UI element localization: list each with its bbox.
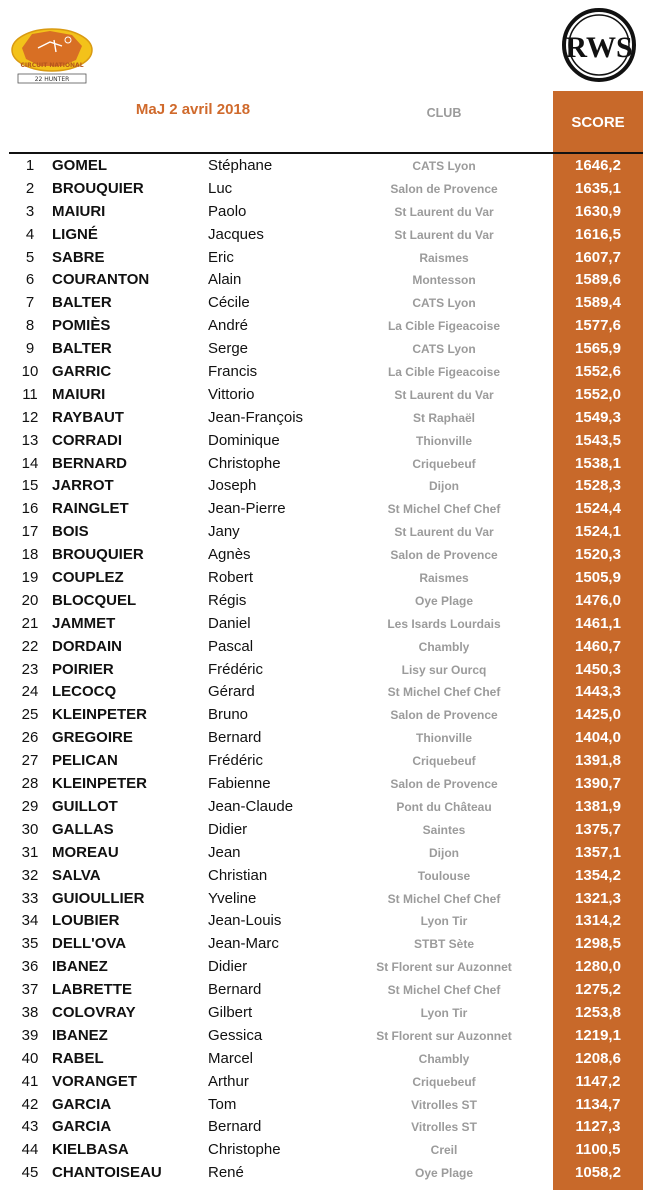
score-cell: 1543,5 [575, 431, 621, 449]
lastname-cell: BALTER [52, 340, 112, 358]
rank-cell: 1 [25, 157, 35, 174]
table-row [0, 979, 650, 1002]
lastname-cell: BALTER [52, 294, 112, 312]
rank-cell: 27 [21, 752, 39, 770]
club-cell: Raismes [419, 571, 469, 586]
rank-cell: 34 [21, 912, 39, 930]
club-cell: Vitrolles ST [411, 1097, 477, 1112]
score-cell: 1381,9 [575, 797, 621, 815]
club-cell: CATS Lyon [412, 159, 476, 173]
lastname-cell: COLOVRAY [52, 1003, 136, 1021]
firstname-cell: Robert [208, 569, 254, 587]
score-cell: 1100,5 [575, 1141, 621, 1159]
score-cell: 1607,7 [575, 248, 621, 266]
rank-cell: 19 [21, 569, 39, 587]
club-cell: St Michel Chef Chef [387, 891, 501, 906]
rank-cell: 4 [25, 225, 35, 243]
rank-cell: 24 [21, 683, 39, 701]
table-row [0, 910, 650, 933]
firstname-cell: Jean-Pierre [208, 500, 286, 518]
lastname-cell: RAYBAUT [52, 408, 124, 426]
table-row [0, 1071, 650, 1094]
club-cell: Dijon [429, 479, 459, 494]
firstname-cell: Bernard [208, 981, 262, 999]
lastname-cell: GARRIC [52, 363, 112, 381]
lastname-cell: GARCIA [52, 1095, 112, 1113]
score-cell: 1565,9 [575, 340, 621, 358]
rank-cell: 22 [21, 637, 39, 655]
rank-cell: 40 [21, 1049, 39, 1067]
firstname-cell: Gessica [208, 1026, 263, 1044]
table-row [0, 590, 650, 613]
firstname-cell: Agnès [208, 546, 251, 564]
club-cell: St Michel Chef Chef [387, 685, 501, 700]
ranking-table [0, 155, 650, 1185]
lastname-cell: IBANEZ [52, 1026, 108, 1044]
table-row [0, 1094, 650, 1117]
club-cell: Oye Plage [414, 593, 474, 608]
firstname-cell: Bernard [208, 729, 262, 747]
firstname-cell: Christian [208, 866, 268, 884]
lastname-cell: VORANGET [52, 1072, 138, 1090]
score-cell: 1375,7 [575, 820, 621, 838]
update-date: MaJ 2 avril 2018 [135, 101, 251, 118]
firstname-cell: Didier [208, 820, 248, 838]
club-cell: Criquebeuf [412, 754, 476, 769]
score-cell: 1147,2 [575, 1072, 621, 1090]
firstname-cell: Régis [208, 591, 247, 609]
firstname-cell: Jean [208, 843, 241, 861]
score-cell: 1208,6 [575, 1049, 621, 1067]
score-cell: 1298,5 [575, 935, 621, 953]
rank-cell: 31 [21, 843, 39, 861]
rank-cell: 42 [21, 1095, 39, 1113]
club-cell: Oye Plage [414, 1166, 474, 1181]
firstname-cell: Alain [208, 271, 242, 289]
rank-cell: 35 [21, 935, 39, 953]
club-cell: Salon de Provence [390, 708, 498, 723]
lastname-cell: GREGOIRE [52, 729, 133, 747]
firstname-cell: Gérard [208, 683, 255, 701]
rank-cell: 44 [21, 1141, 39, 1159]
score-cell: 1476,0 [575, 591, 621, 609]
lastname-cell: BROUQUIER [52, 546, 144, 564]
table-row [0, 361, 650, 384]
score-cell: 1443,3 [575, 683, 621, 701]
club-cell: Montesson [412, 273, 476, 288]
score-cell: 1134,7 [575, 1095, 621, 1113]
rank-cell: 15 [21, 477, 39, 495]
club-cell: Chambly [418, 639, 470, 654]
firstname-cell: Tom [208, 1095, 237, 1113]
lastname-cell: KLEINPETER [52, 706, 148, 724]
score-cell: 1404,0 [575, 729, 621, 747]
score-cell: 1528,3 [575, 477, 621, 495]
club-cell: St Florent sur Auzonnet [376, 960, 512, 975]
rank-cell: 5 [25, 248, 35, 266]
club-cell: Chambly [418, 1051, 470, 1066]
lastname-cell: SALVA [52, 866, 101, 884]
rank-cell: 17 [21, 523, 39, 541]
rank-cell: 9 [25, 340, 35, 358]
score-cell: 1461,1 [575, 614, 621, 632]
lastname-cell: BOIS [52, 523, 89, 541]
table-row [0, 773, 650, 796]
table-row [0, 201, 650, 224]
firstname-cell: Eric [208, 248, 234, 266]
firstname-cell: Jean-Louis [208, 912, 282, 930]
table-row [0, 224, 650, 247]
lastname-cell: GARCIA [52, 1118, 112, 1136]
table-row [0, 475, 650, 498]
lastname-cell: POIRIER [52, 660, 114, 678]
lastname-cell: COURANTON [52, 271, 150, 289]
firstname-cell: Stéphane [208, 157, 273, 174]
club-cell: Pont du Château [396, 799, 492, 814]
rank-cell: 13 [21, 431, 39, 449]
rank-cell: 8 [25, 317, 35, 335]
lastname-cell: GUILLOT [52, 797, 118, 815]
score-cell: 1275,2 [575, 981, 621, 999]
table-row [0, 269, 650, 292]
table-row [0, 178, 650, 201]
club-cell: Criquebeuf [412, 1074, 476, 1089]
club-cell: St Florent sur Auzonnet [376, 1028, 512, 1043]
score-cell: 1390,7 [575, 775, 621, 793]
firstname-cell: Jean-Claude [208, 797, 294, 815]
rank-cell: 39 [21, 1026, 39, 1044]
score-cell: 1058,2 [575, 1164, 621, 1182]
score-cell: 1253,8 [575, 1003, 621, 1021]
lastname-cell: POMIÈS [52, 317, 111, 335]
firstname-cell: Bruno [208, 706, 249, 724]
firstname-cell: André [208, 317, 249, 335]
firstname-cell: Arthur [208, 1072, 249, 1090]
table-row [0, 750, 650, 773]
table-row [0, 842, 650, 865]
svg-text:CIRCUIT NATIONAL: CIRCUIT NATIONAL [20, 62, 84, 69]
firstname-cell: Francis [208, 363, 258, 381]
firstname-cell: Christophe [208, 1141, 281, 1159]
score-cell: 1524,1 [575, 523, 621, 541]
firstname-cell: Fabienne [208, 775, 271, 793]
club-cell: Vitrolles ST [411, 1120, 477, 1135]
club-cell: Thionville [415, 731, 472, 746]
club-cell: St Raphaël [412, 410, 475, 425]
firstname-cell: Frédéric [208, 752, 264, 770]
table-row [0, 453, 650, 476]
firstname-cell: Jany [208, 523, 240, 541]
lastname-cell: SABRE [52, 248, 105, 266]
rank-cell: 7 [25, 294, 35, 312]
rank-cell: 28 [21, 775, 39, 793]
club-cell: Les Isards Lourdais [387, 616, 501, 631]
firstname-cell: Joseph [208, 477, 257, 495]
rank-cell: 38 [21, 1003, 39, 1021]
rank-cell: 14 [21, 454, 39, 472]
lastname-cell: BLOCQUEL [52, 591, 137, 609]
table-row [0, 498, 650, 521]
table-row [0, 636, 650, 659]
club-cell: Creil [430, 1143, 458, 1158]
lastname-cell: PELICAN [52, 752, 118, 770]
table-row [0, 681, 650, 704]
club-cell: Salon de Provence [390, 548, 498, 563]
table-row [0, 315, 650, 338]
table-row [0, 338, 650, 361]
header-divider [9, 152, 643, 154]
firstname-cell: Bernard [208, 1118, 262, 1136]
club-cell: La Cible Figeacoise [387, 319, 501, 334]
firstname-cell: Daniel [208, 614, 251, 632]
lastname-cell: LOUBIER [52, 912, 120, 930]
lastname-cell: JARROT [52, 477, 114, 495]
rank-cell: 16 [21, 500, 39, 518]
rank-cell: 32 [21, 866, 39, 884]
table-row [0, 1048, 650, 1071]
lastname-cell: DELL'OVA [52, 935, 127, 953]
table-row [0, 727, 650, 750]
score-cell: 1314,2 [575, 912, 621, 930]
svg-text:22 HUNTER: 22 HUNTER [34, 76, 70, 83]
rank-cell: 20 [21, 591, 39, 609]
firstname-cell: Dominique [208, 431, 280, 449]
lastname-cell: MAIURI [52, 202, 106, 220]
table-row [0, 796, 650, 819]
firstname-cell: Frédéric [208, 660, 264, 678]
rank-cell: 10 [21, 363, 39, 381]
table-row [0, 933, 650, 956]
score-cell: 1616,5 [575, 225, 621, 243]
rank-cell: 6 [25, 271, 35, 289]
club-cell: Raismes [419, 250, 469, 265]
club-cell: La Cible Figeacoise [387, 365, 501, 380]
score-cell: 1635,1 [575, 179, 621, 197]
club-cell: Toulouse [417, 868, 471, 883]
circuit-national-logo [10, 26, 98, 86]
club-cell: St Laurent du Var [394, 227, 494, 242]
lastname-cell: GUIOULLIER [52, 889, 145, 907]
rank-cell: 30 [21, 820, 39, 838]
score-cell: 1552,0 [575, 385, 621, 403]
table-row [0, 1139, 650, 1162]
table-row [0, 292, 650, 315]
table-row [0, 956, 650, 979]
rank-cell: 45 [21, 1164, 39, 1182]
score-cell: 1219,1 [575, 1026, 621, 1044]
club-cell: St Laurent du Var [394, 387, 494, 402]
firstname-cell: Pascal [208, 637, 254, 655]
firstname-cell: Jacques [208, 225, 264, 243]
rank-cell: 18 [21, 546, 39, 564]
score-cell: 1589,6 [575, 271, 621, 289]
club-cell: Lyon Tir [420, 1005, 468, 1020]
rank-cell: 29 [21, 797, 39, 815]
firstname-cell: Christophe [208, 454, 281, 472]
club-cell: St Laurent du Var [394, 204, 494, 219]
table-row [0, 865, 650, 888]
table-row [0, 430, 650, 453]
score-cell: 1552,6 [575, 363, 621, 381]
table-row [0, 247, 650, 270]
table-row [0, 567, 650, 590]
rank-cell: 37 [21, 981, 39, 999]
score-cell: 1630,9 [575, 202, 621, 220]
club-cell: Saintes [422, 822, 466, 837]
lastname-cell: BERNARD [52, 454, 127, 472]
score-cell: 1538,1 [575, 454, 621, 472]
score-cell: 1520,3 [575, 546, 621, 564]
score-cell: 1460,7 [575, 637, 621, 655]
firstname-cell: Vittorio [208, 385, 255, 403]
table-row [0, 819, 650, 842]
lastname-cell: KLEINPETER [52, 775, 148, 793]
lastname-cell: LABRETTE [52, 981, 132, 999]
svg-text:RWS: RWS [565, 31, 633, 64]
club-cell: St Michel Chef Chef [387, 983, 501, 998]
score-cell: 1549,3 [575, 408, 621, 426]
club-cell: Criquebeuf [412, 456, 476, 471]
club-cell: St Laurent du Var [394, 525, 494, 540]
firstname-cell: Yveline [208, 889, 257, 907]
rank-cell: 41 [21, 1072, 39, 1090]
lastname-cell: GALLAS [52, 820, 114, 838]
firstname-cell: Marcel [208, 1049, 254, 1067]
rank-cell: 2 [25, 179, 35, 197]
table-row [0, 1116, 650, 1139]
score-cell: 1321,3 [575, 889, 621, 907]
club-cell: Thionville [415, 433, 472, 448]
table-row [0, 888, 650, 911]
table-row [0, 544, 650, 567]
rank-cell: 33 [21, 889, 39, 907]
lastname-cell: KIELBASA [52, 1141, 129, 1159]
score-cell: 1589,4 [575, 294, 621, 312]
club-column-header: CLUB [426, 106, 462, 120]
lastname-cell: RAINGLET [52, 500, 129, 518]
rank-cell: 23 [21, 660, 39, 678]
rank-cell: 26 [21, 729, 39, 747]
rws-logo [558, 6, 640, 84]
lastname-cell: MOREAU [52, 843, 119, 861]
firstname-cell: Luc [208, 179, 233, 197]
lastname-cell: BROUQUIER [52, 179, 144, 197]
club-cell: Lisy sur Ourcq [401, 662, 487, 677]
lastname-cell: DORDAIN [52, 637, 122, 655]
firstname-cell: Paolo [208, 202, 247, 220]
club-cell: Lyon Tir [420, 914, 468, 929]
table-row [0, 704, 650, 727]
club-cell: St Michel Chef Chef [387, 502, 501, 517]
lastname-cell: MAIURI [52, 385, 106, 403]
rank-cell: 3 [25, 202, 35, 220]
score-cell: 1391,8 [575, 752, 621, 770]
score-cell: 1577,6 [575, 317, 621, 335]
table-row [0, 407, 650, 430]
table-row [0, 521, 650, 544]
club-cell: Salon de Provence [390, 777, 498, 792]
rank-cell: 43 [21, 1118, 39, 1136]
lastname-cell: IBANEZ [52, 958, 108, 976]
rank-cell: 21 [21, 614, 39, 632]
lastname-cell: RABEL [52, 1049, 104, 1067]
club-cell: Dijon [429, 845, 459, 860]
lastname-cell: GOMEL [52, 157, 107, 174]
table-row [0, 1025, 650, 1048]
rank-cell: 36 [21, 958, 39, 976]
table-row [0, 1002, 650, 1025]
club-cell: CATS Lyon [412, 296, 476, 311]
club-cell: STBT Sète [413, 937, 474, 952]
score-cell: 1646,2 [575, 157, 621, 174]
score-cell: 1280,0 [575, 958, 621, 976]
score-cell: 1450,3 [575, 660, 621, 678]
table-row [0, 384, 650, 407]
firstname-cell: Didier [208, 958, 248, 976]
rank-cell: 12 [21, 408, 39, 426]
lastname-cell: COUPLEZ [52, 569, 124, 587]
score-cell: 1354,2 [575, 866, 621, 884]
score-cell: 1425,0 [575, 706, 621, 724]
club-cell: Salon de Provence [390, 181, 498, 196]
lastname-cell: JAMMET [52, 614, 116, 632]
lastname-cell: CHANTOISEAU [52, 1164, 162, 1182]
firstname-cell: René [208, 1164, 244, 1182]
table-row [0, 613, 650, 636]
club-cell: CATS Lyon [412, 342, 476, 357]
score-cell: 1127,3 [575, 1118, 621, 1136]
score-cell: 1524,4 [575, 500, 621, 518]
rank-cell: 25 [21, 706, 39, 724]
firstname-cell: Gilbert [208, 1003, 253, 1021]
table-row [0, 1162, 650, 1185]
score-column-header: SCORE [571, 114, 625, 131]
rank-cell: 11 [22, 385, 38, 403]
firstname-cell: Jean-François [208, 408, 304, 426]
table-row [0, 155, 650, 178]
firstname-cell: Cécile [208, 294, 250, 312]
firstname-cell: Serge [208, 340, 249, 358]
lastname-cell: CORRADI [52, 431, 122, 449]
table-row [0, 659, 650, 682]
score-cell: 1505,9 [575, 569, 621, 587]
score-cell: 1357,1 [575, 843, 621, 861]
lastname-cell: LIGNÉ [52, 225, 98, 243]
firstname-cell: Jean-Marc [208, 935, 279, 953]
lastname-cell: LECOCQ [52, 683, 117, 701]
